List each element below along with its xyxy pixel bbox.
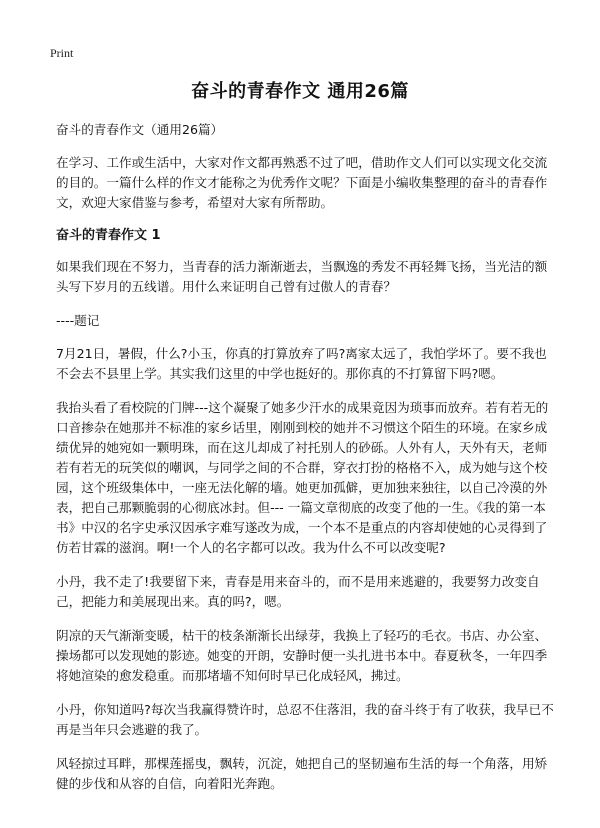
paragraph-4: 小丹，我不走了!我要留下来，青春是用来奋斗的，而不是用来逃避的，我要努力改变自己，把能力和美展现出来。真的吗?，嗯。 xyxy=(56,574,540,609)
paragraph-3: 我抬头看了看校院的门牌---这个凝聚了她多少汗水的成果竟因为琐事而放弃。若有若无的口音掺杂在她那并不标准的家乡话里，刚刚到校的她并不习惯这个陌生的环境。在家乡成绩优异的她宛如一颗明珠，而在这儿却成了衬托别人的砂砾。人外有人，天外有天，老师若有若无的玩笑似的嘲讽，与同学之间的不合群，穿衣打扮的格格不入，成为她与这个校园，这个班级集体中，一座无法化解的墙。她更加孤僻，更加独来独往，以自己冷漠的外表，把自己那颗脆弱的心彻底冰封。但--- 一篇文章彻底的改变了他的一生。《我的第一本书》中汉的名字史承汉因承字难写遂改为成，一个本不是重点的内容却使她的心灵得到了仿若甘霖的滋润。啊!一个人的名字都可以改。我为什么不可以改变呢? xyxy=(56,400,549,555)
intro-paragraph: 在学习、工作或生活中，大家对作文都再熟悉不过了吧，借助作文人们可以实现文化交流的目的。一篇什么样的作文才能称之为优秀作文呢？下面是小编收集整理的奋斗的青春作文，欢迎大家借鉴与参考，希望对大家有所帮助。 xyxy=(56,155,548,210)
section-heading: 奋斗的青春作文 1 xyxy=(56,228,161,243)
epigraph-signature: ----题记 xyxy=(56,313,100,328)
paragraph-7: 风轻掠过耳畔，那棵莲摇曳，飘转，沉淀，她把自己的坚韧遍布生活的每一个角落，用矫健的步伐和从容的自信，向着阳光奔跑。 xyxy=(56,756,548,791)
paragraph-2: 7月21日，暑假，什么?小玉，你真的打算放弃了吗?离家太远了，我怕学坏了。要不我也不会去不县里上学。其实我们这里的中学也挺好的。那你真的不打算留下吗?嗯。 xyxy=(56,346,547,381)
print-link[interactable]: Print xyxy=(50,46,74,60)
paragraph-5: 阴凉的天气渐渐变暖，枯干的枝条渐渐长出绿芽，我换上了轻巧的毛衣。书店、办公室、操场都可以发现她的影迹。她变的开朗，安静时便一头扎进书本中。春夏秋冬，一年四季将她渲染的愈发稳重。而那堵墙不知何时早已化成轻风，拂过。 xyxy=(56,628,548,683)
document-subtitle: 奋斗的青春作文（通用26篇） xyxy=(56,122,224,137)
paragraph-6: 小丹，你知道吗?每次当我赢得赞许时，总忍不住落泪，我的奋斗终于有了收获，我早已不再是当年只会逃避的我了。 xyxy=(56,702,554,737)
page-title: 奋斗的青春作文 通用26篇 xyxy=(191,81,409,102)
paragraph-1: 如果我们现在不努力，当青春的活力渐渐逝去，当飘逸的秀发不再轻舞飞扬，当光洁的额头写下岁月的五线谱。用什么来证明自己曾有过傲人的青春？ xyxy=(56,259,548,294)
article-body xyxy=(56,120,556,808)
